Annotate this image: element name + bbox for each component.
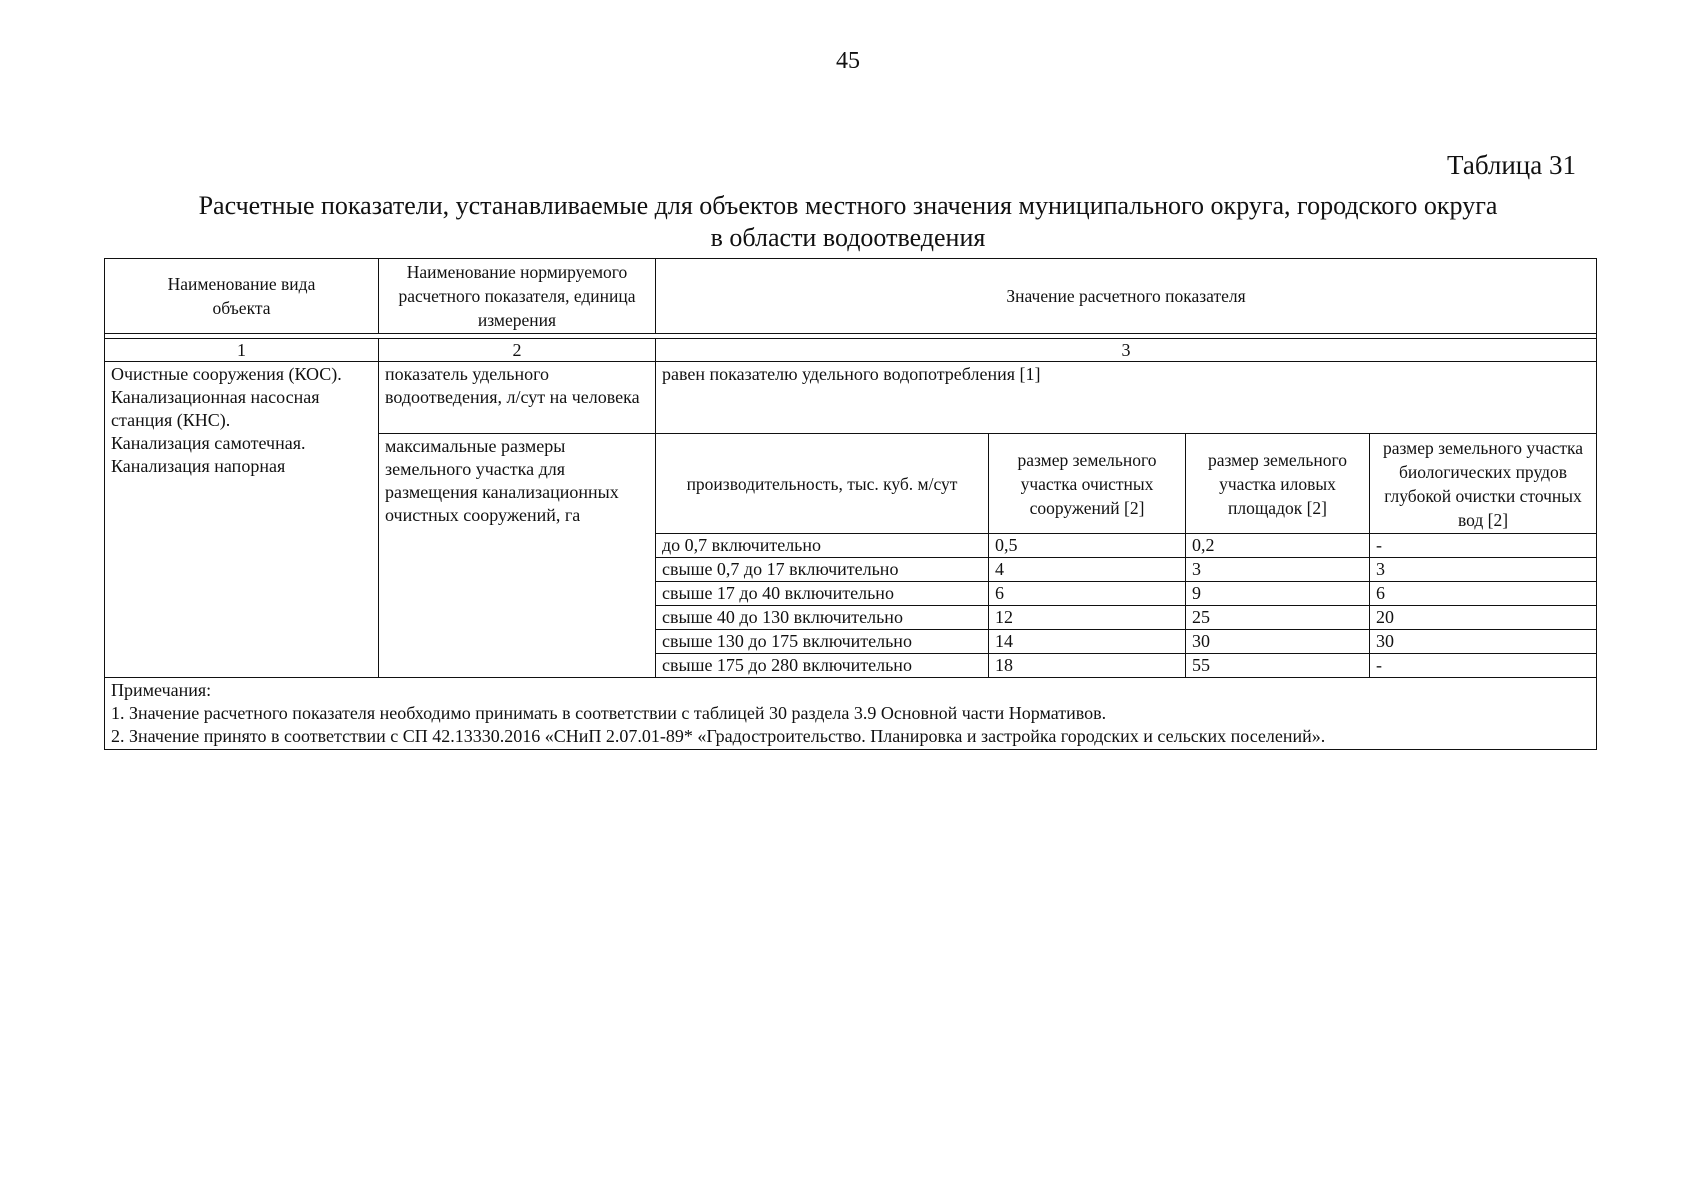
table-label: Таблица 31 [1447,150,1576,180]
title-line-2: в области водоотведения [710,223,986,252]
value-cell: 30 [1186,630,1370,654]
value-cell: 12 [989,606,1186,630]
header-indicator-name: Наименование нормируемого расчетного показателя, единица измерения [379,259,656,334]
value-cell: 3 [1370,558,1597,582]
notes-row [105,678,1597,750]
value-cell: 4 [989,558,1186,582]
subheader-treatment-plant-area: размер земельного участка очистных сооружений [2] [989,434,1186,534]
object-type-line: Канализация напорная [111,456,286,476]
indicator-row-1 [105,362,1597,434]
title-line-1: Расчетные показатели, устанавливаемые для объектов местного значения муниципального округа, городского округа [198,191,1498,220]
subheader-capacity: производительность, тыс. куб. м/сут [656,434,989,534]
column-number: 2 [379,339,656,362]
value-cell: 18 [989,654,1186,678]
indicator-value-cell: равен показателю удельного водопотребления [1] [656,362,1597,434]
value-cell: 6 [1370,582,1597,606]
object-type-cell [105,362,379,678]
indicator-name-cell: показатель удельного водоотведения, л/сут на человека [379,362,656,434]
value-cell: - [1370,534,1597,558]
value-cell: 3 [1186,558,1370,582]
subheader-bio-ponds-area: размер земельного участка биологических прудов глубокой очистки сточных вод [2] [1370,434,1597,534]
object-type-line: Очистные сооружения (КОС). [111,364,342,384]
column-number: 1 [105,339,379,362]
note-item: 1. Значение расчетного показателя необходимо принимать в соответствии с таблицей 30 раздела 3.9 Основной части Нормативов. [111,703,1107,723]
object-type-line: Канализационная насосная станция (КНС). [111,387,320,430]
page-number: 45 [836,48,860,74]
capacity-cell: свыше 0,7 до 17 включительно [656,558,989,582]
header-indicator-value: Значение расчетного показателя [656,259,1597,334]
notes-cell [105,678,1597,750]
value-cell: 30 [1370,630,1597,654]
capacity-cell: свыше 175 до 280 включительно [656,654,989,678]
document-title [0,190,1696,254]
column-numbers-row [105,339,1597,362]
capacity-cell: до 0,7 включительно [656,534,989,558]
value-cell: 20 [1370,606,1597,630]
header-row [105,259,1597,334]
subheader-sludge-beds-area: размер земельного участка иловых площадок [2] [1186,434,1370,534]
capacity-cell: свыше 17 до 40 включительно [656,582,989,606]
note-item: 2. Значение принято в соответствии с СП 42.13330.2016 «СНиП 2.07.01-89* «Градостроительство. Планировка и застройка городских и сельских поселений». [111,726,1326,746]
standards-table [104,258,1597,750]
value-cell: 9 [1186,582,1370,606]
value-cell: 0,2 [1186,534,1370,558]
value-cell: 25 [1186,606,1370,630]
notes-title: Примечания: [111,680,212,700]
value-cell: 14 [989,630,1186,654]
header-object-type: Наименование вида объекта [105,259,379,334]
value-cell: - [1370,654,1597,678]
value-cell: 55 [1186,654,1370,678]
capacity-cell: свыше 130 до 175 включительно [656,630,989,654]
value-cell: 6 [989,582,1186,606]
value-cell: 0,5 [989,534,1186,558]
indicator-name-cell: максимальные размеры земельного участка для размещения канализационных очистных сооружений, га [379,434,656,678]
capacity-cell: свыше 40 до 130 включительно [656,606,989,630]
object-type-line: Канализация самотечная. [111,433,306,453]
column-number: 3 [656,339,1597,362]
